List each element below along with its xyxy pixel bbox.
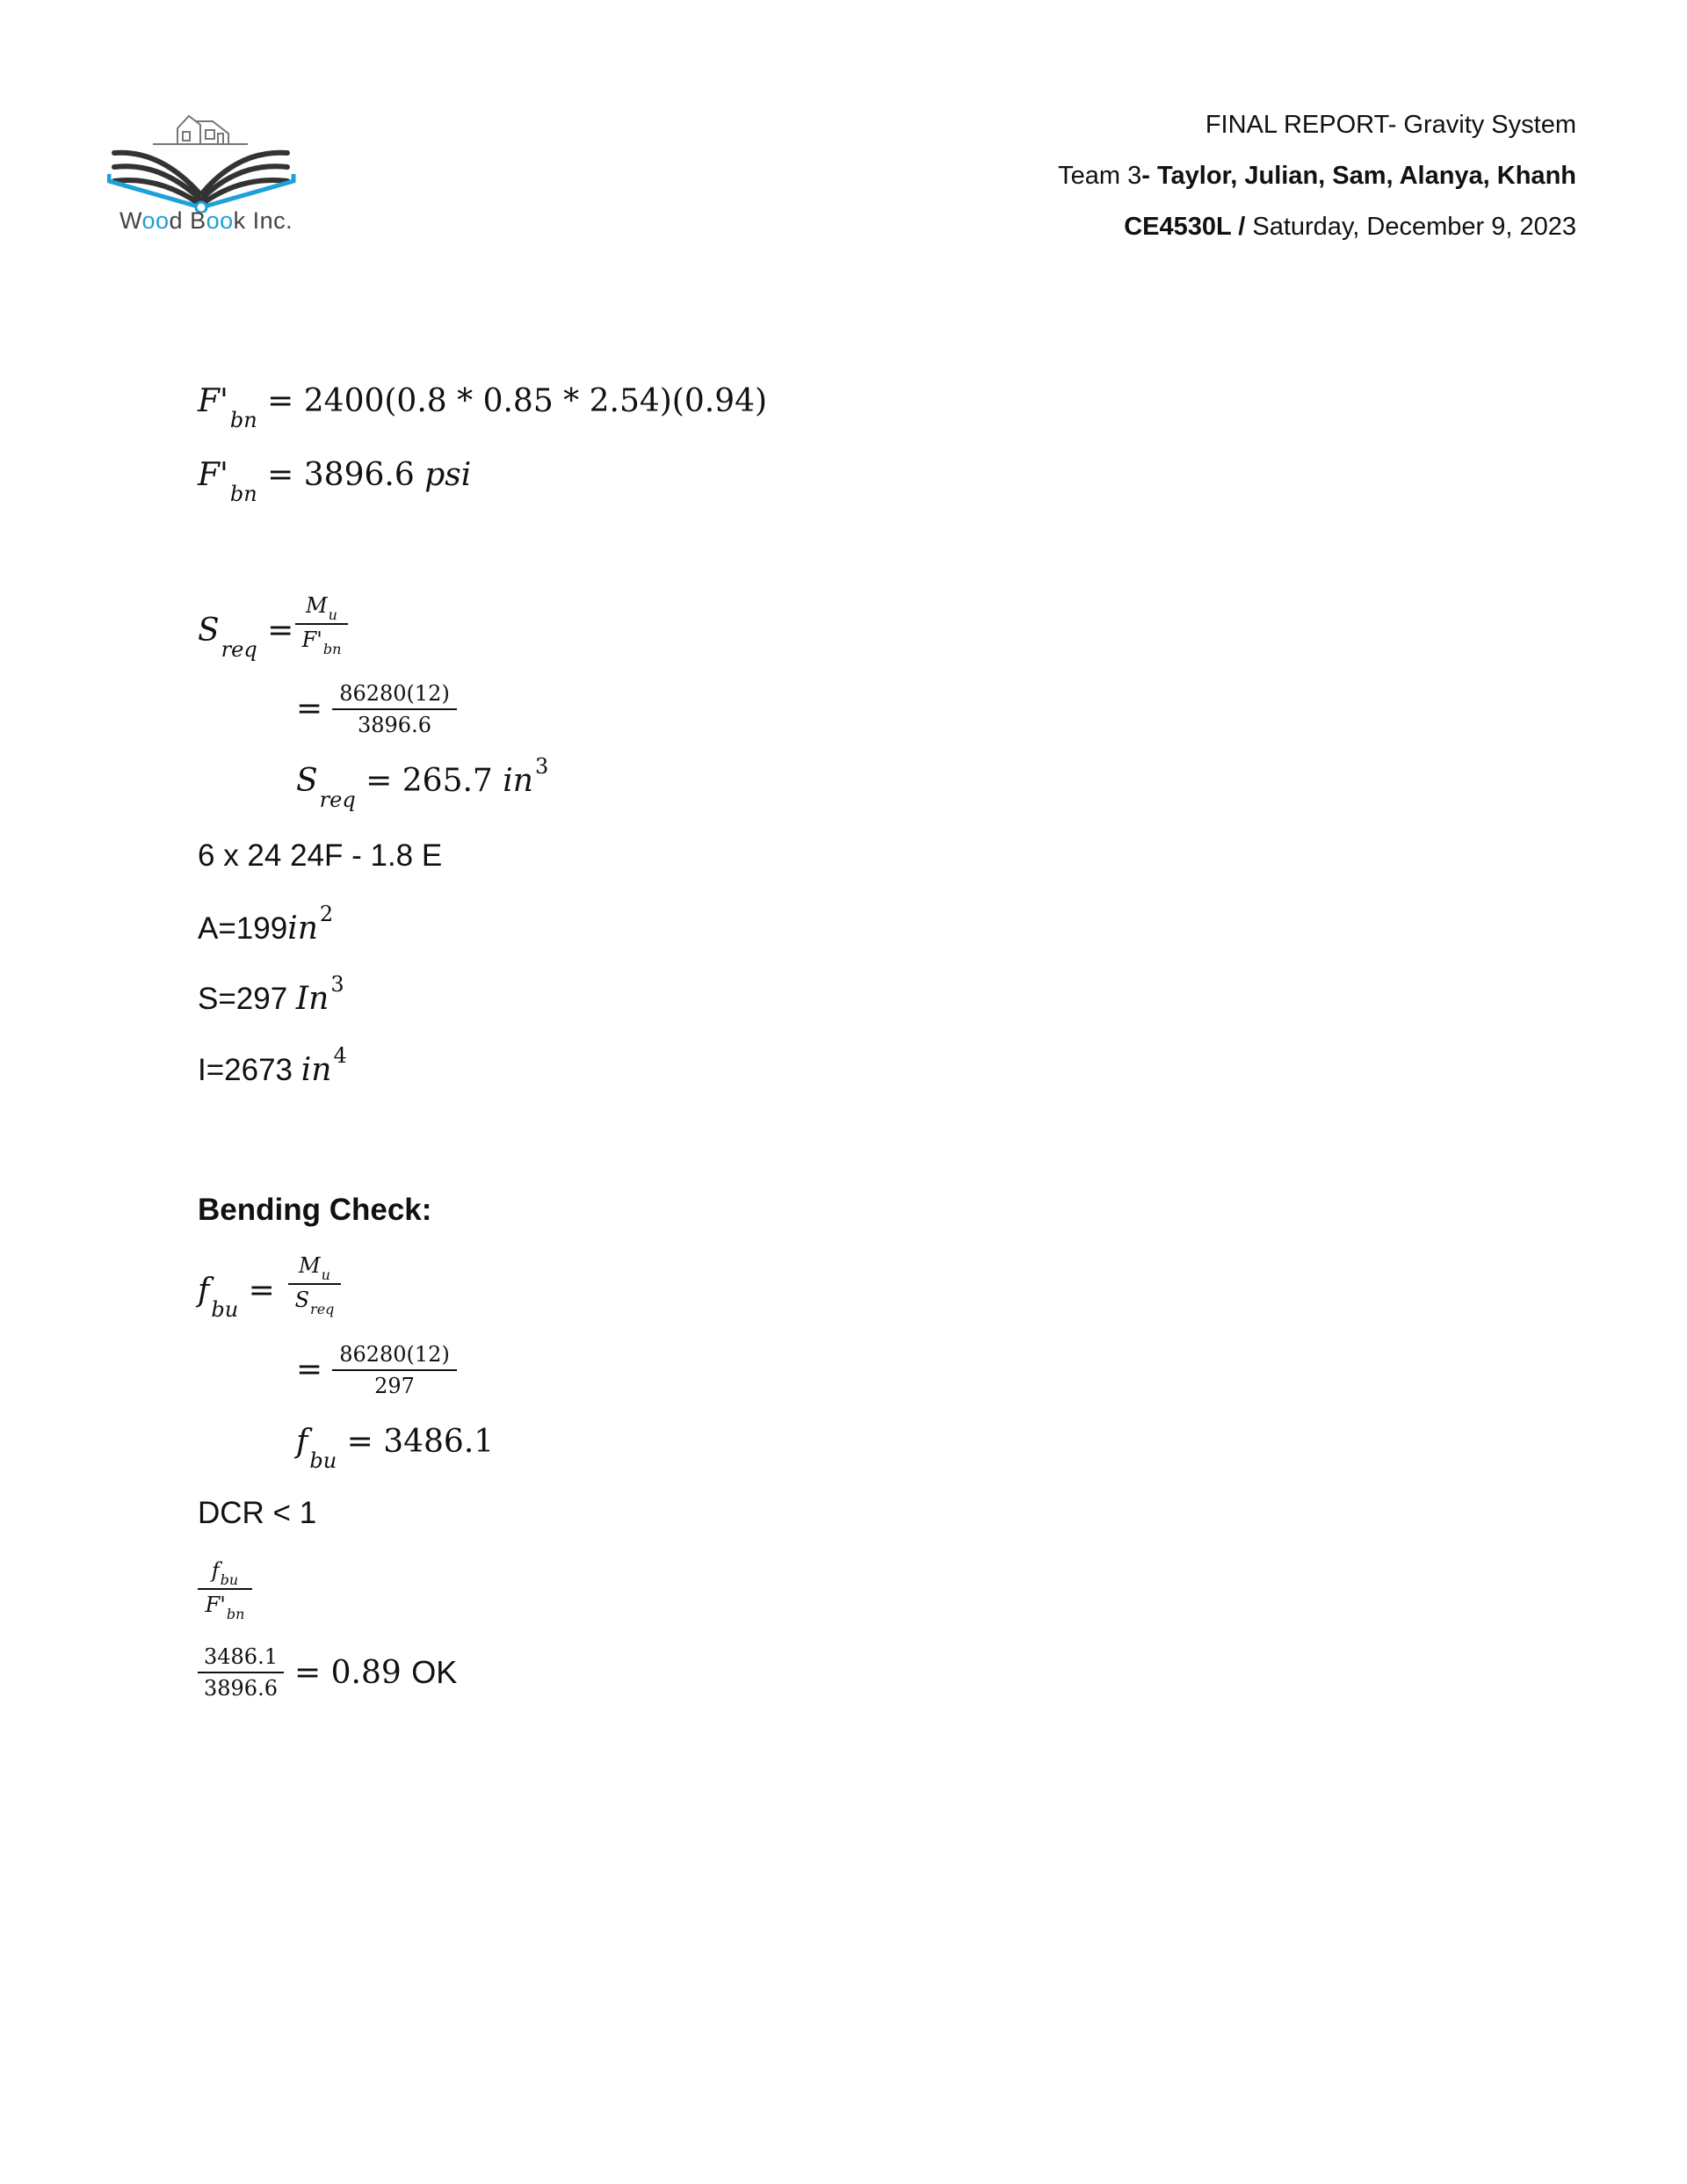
fbu-numeric-fraction: 86280(12) 297 — [332, 1341, 457, 1399]
sreq-formula-lhs: $S_{req}$ = — [198, 613, 294, 662]
member-size: 6 x 24 24F - 1.8 E — [198, 838, 443, 873]
fbu-result-equation: $f_{bu} = 3486.1$ — [296, 1424, 495, 1473]
section-modulus-property: S=297 In$^3$ — [198, 972, 344, 1017]
dcr-numeric-fraction: 3486.1 3896.6 — [198, 1643, 284, 1701]
report-header — [1058, 105, 1576, 258]
fbu-formula-lhs: $f_{bu}$ = — [198, 1273, 275, 1322]
sreq-numeric-fraction: 86280(12) 3896.6 — [332, 680, 457, 738]
dcr-result: = 0.89 OK — [294, 1654, 458, 1691]
team-line: Team 3- Taylor, Julian, Sam, Alanya, Khanh — [1058, 162, 1576, 190]
wood-book-logo — [107, 107, 296, 239]
company-name: Wood Book Inc. — [119, 207, 293, 234]
fbu-substitution-eq: = — [296, 1352, 323, 1388]
sreq-substitution-eq: = — [296, 691, 323, 727]
fbn-calc-equation: $F'_{bn} = 2400(0.8 * 0.85 * 2.54)(0.94)$ — [198, 383, 768, 432]
ok-label: OK — [411, 1654, 458, 1690]
dcr-criterion: DCR < 1 — [198, 1496, 317, 1530]
sreq-result-equation: $S_{req} = 265.7$ $in^3$ — [296, 754, 549, 812]
fbu-over-fbn-fraction: $f_{bu}$ $F'_{bn}$ — [198, 1557, 252, 1621]
course-date-line: CE4530L / Saturday, December 9, 2023 — [1124, 213, 1576, 241]
mu-over-fbn-fraction: $M_u$ $F'_{bn}$ — [295, 592, 348, 656]
area-property: $A=199in^2$ — [198, 902, 334, 947]
open-book-house-icon — [107, 107, 296, 213]
fbn-result-equation: $F'_{bn} = 3896.6$ psi — [198, 457, 472, 506]
report-title: FINAL REPORT- Gravity System — [1205, 111, 1576, 139]
mu-over-sreq-fraction: $M_u$ $S_{req}$ — [288, 1252, 341, 1316]
moment-of-inertia-property: I=2673 $in^4$ — [198, 1043, 347, 1088]
bending-check-heading: Bending Check: — [198, 1193, 432, 1227]
